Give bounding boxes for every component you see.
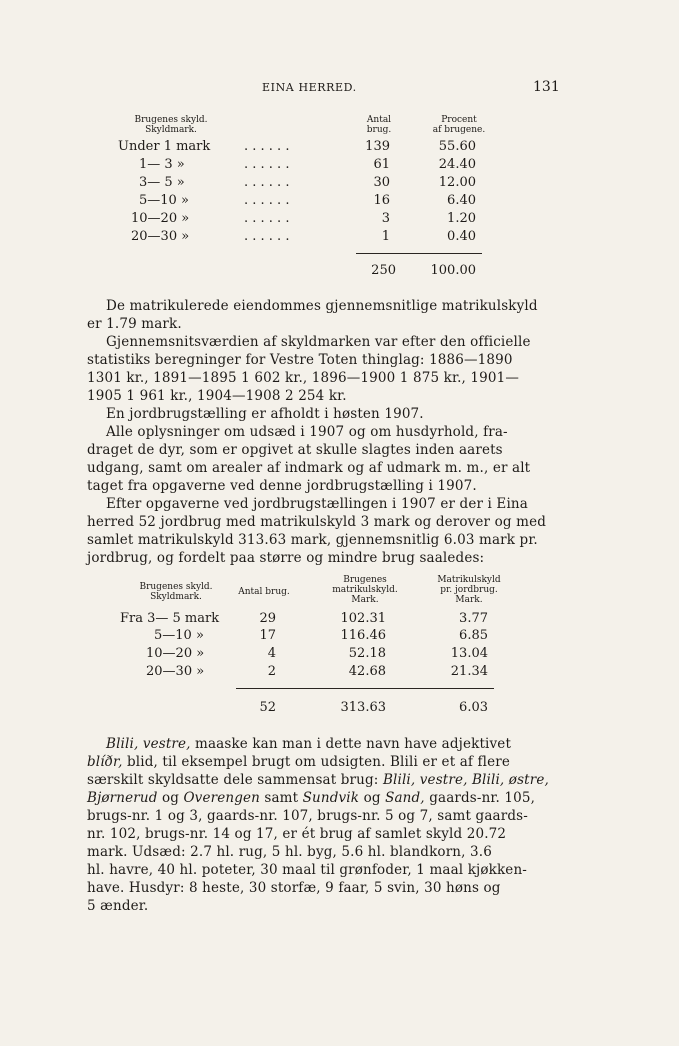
table1-total-procent: 100.00 [430, 263, 476, 278]
text-line: er 1.79 mark. [87, 316, 182, 332]
table-row-antal: 17 [259, 628, 276, 643]
text-line: brugs-nr. 1 og 3, gaards-nr. 107, brugs-nr. 5 og 7, samt gaards- [87, 808, 528, 824]
table2-header-matrikulskyld: Brugenes matrikulskyld. Mark. [332, 575, 398, 605]
table2-sum-rule [236, 688, 494, 689]
table-row-skyld: 102.31 [340, 611, 386, 626]
table-row-label: 5—10 » [154, 628, 204, 643]
text-line: Gjennemsnitsværdien af skyldmarken var efter den officielle [106, 334, 531, 350]
table-row-leader: . . . . . . [244, 193, 290, 208]
table-row-label: Under 1 mark [118, 139, 211, 154]
table-row-label: Fra 3— 5 mark [120, 611, 220, 626]
table-row-label: 10—20 » [146, 646, 205, 661]
table1-header-skyld: Brugenes skyld. Skyldmark. [134, 115, 208, 135]
table-row-antal: 30 [373, 175, 390, 190]
table2-header-pr-jordbrug: Matrikulskyld pr. jordbrug. Mark. [437, 575, 501, 605]
text-line: 1905 1 961 kr., 1904—1908 2 254 kr. [87, 388, 347, 404]
table-row-leader: . . . . . . [244, 139, 290, 154]
table1-header-antal: Antal brug. [366, 115, 392, 135]
table-row-pr: 13.04 [450, 646, 488, 661]
text-line: Bjørnerud og Overengen samt Sundvik og Sand, gaards-nr. 105, [87, 790, 536, 806]
text-line: Blili, vestre, maaske kan man i dette navn have adjektivet [106, 736, 512, 752]
table-row-procent: 6.40 [447, 193, 476, 208]
table-row-antal: 61 [373, 157, 390, 172]
text-line: samlet matrikulskyld 313.63 mark, gjennemsnitlig 6.03 mark pr. [87, 532, 538, 548]
table-row-label: 3— 5 » [139, 175, 185, 190]
table-row-pr: 3.77 [459, 611, 488, 626]
text-line: draget de dyr, som er opgivet at skulle slagtes inden aarets [87, 442, 503, 458]
table2-total-antal: 52 [259, 700, 276, 715]
table-row-leader: . . . . . . [244, 157, 290, 172]
table-row-antal: 29 [259, 611, 276, 626]
table-row-leader: . . . . . . [244, 211, 290, 226]
table-row-antal: 3 [381, 211, 390, 226]
table1-sum-rule [356, 253, 482, 254]
text-line: En jordbrugstælling er afholdt i høsten 1907. [106, 406, 424, 422]
text-line: 1301 kr., 1891—1895 1 602 kr., 1896—1900 1 875 kr., 1901— [87, 370, 520, 386]
text-line: statistiks beregninger for Vestre Toten thinglag: 1886—1890 [87, 352, 513, 368]
table-row-label: 20—30 » [131, 229, 190, 244]
text-line: særskilt skyldsatte dele sammensat brug: Blili, vestre, Blili, østre, [87, 772, 549, 788]
text-line: mark. Udsæd: 2.7 hl. rug, 5 hl. byg, 5.6 hl. blandkorn, 3.6 [87, 844, 492, 860]
table1-total-antal: 250 [371, 263, 396, 278]
table-row-procent: 12.00 [438, 175, 476, 190]
table-row-skyld: 42.68 [348, 664, 386, 679]
text-line: 5 ænder. [87, 898, 149, 914]
table-row-antal: 1 [381, 229, 390, 244]
table-row-skyld: 116.46 [340, 628, 386, 643]
table-row-label: 5—10 » [139, 193, 189, 208]
text-line: Efter opgaverne ved jordbrugstællingen i 1907 er der i Eina [106, 496, 528, 512]
table2-total-skyld: 313.63 [340, 700, 386, 715]
table2-header-skyld: Brugenes skyld. Skyldmark. [139, 582, 213, 602]
text-line: nr. 102, brugs-nr. 14 og 17, er ét brug af samlet skyld 20.72 [87, 826, 507, 842]
text-line: have. Husdyr: 8 heste, 30 storfæ, 9 faar, 5 svin, 30 høns og [87, 880, 501, 896]
text-line: jordbrug, og fordelt paa større og mindre brug saaledes: [87, 550, 485, 566]
text-line: De matrikulerede eiendommes gjennemsnitlige matrikulskyld [106, 298, 538, 314]
table-row-label: 10—20 » [131, 211, 190, 226]
table2-total-pr: 6.03 [459, 700, 488, 715]
table-row-antal: 16 [373, 193, 390, 208]
text-line: hl. havre, 40 hl. poteter, 30 maal til grønfoder, 1 maal kjøkken- [87, 862, 527, 878]
table1-header-procent: Procent af brugene. [432, 115, 486, 135]
table-row-procent: 0.40 [447, 229, 476, 244]
table-row-pr: 21.34 [450, 664, 488, 679]
text-line: herred 52 jordbrug med matrikulskyld 3 mark og derover og med [87, 514, 546, 530]
table-row-label: 1— 3 » [139, 157, 185, 172]
text-line: taget fra opgaverne ved denne jordbrugstælling i 1907. [87, 478, 477, 494]
table2-header-antal: Antal brug. [238, 587, 290, 597]
table-row-label: 20—30 » [146, 664, 205, 679]
table-row-antal: 2 [267, 664, 276, 679]
table-row-skyld: 52.18 [348, 646, 386, 661]
text-line: blíðr, blid, til eksempel brugt om udsigten. Blili er et af flere [87, 754, 510, 770]
table-row-procent: 24.40 [438, 157, 476, 172]
text-line: Alle oplysninger om udsæd i 1907 og om husdyrhold, fra- [106, 424, 508, 440]
table-row-leader: . . . . . . [244, 175, 290, 190]
table-row-leader: . . . . . . [244, 229, 290, 244]
text-line: udgang, samt om arealer af indmark og af udmark m. m., er alt [87, 460, 531, 476]
running-title: EINA HERRED. [262, 81, 357, 94]
page-number: 131 [533, 79, 560, 95]
table-row-pr: 6.85 [459, 628, 488, 643]
table-row-antal: 139 [365, 139, 390, 154]
table-row-antal: 4 [267, 646, 276, 661]
table-row-procent: 55.60 [438, 139, 476, 154]
table-row-procent: 1.20 [447, 211, 476, 226]
